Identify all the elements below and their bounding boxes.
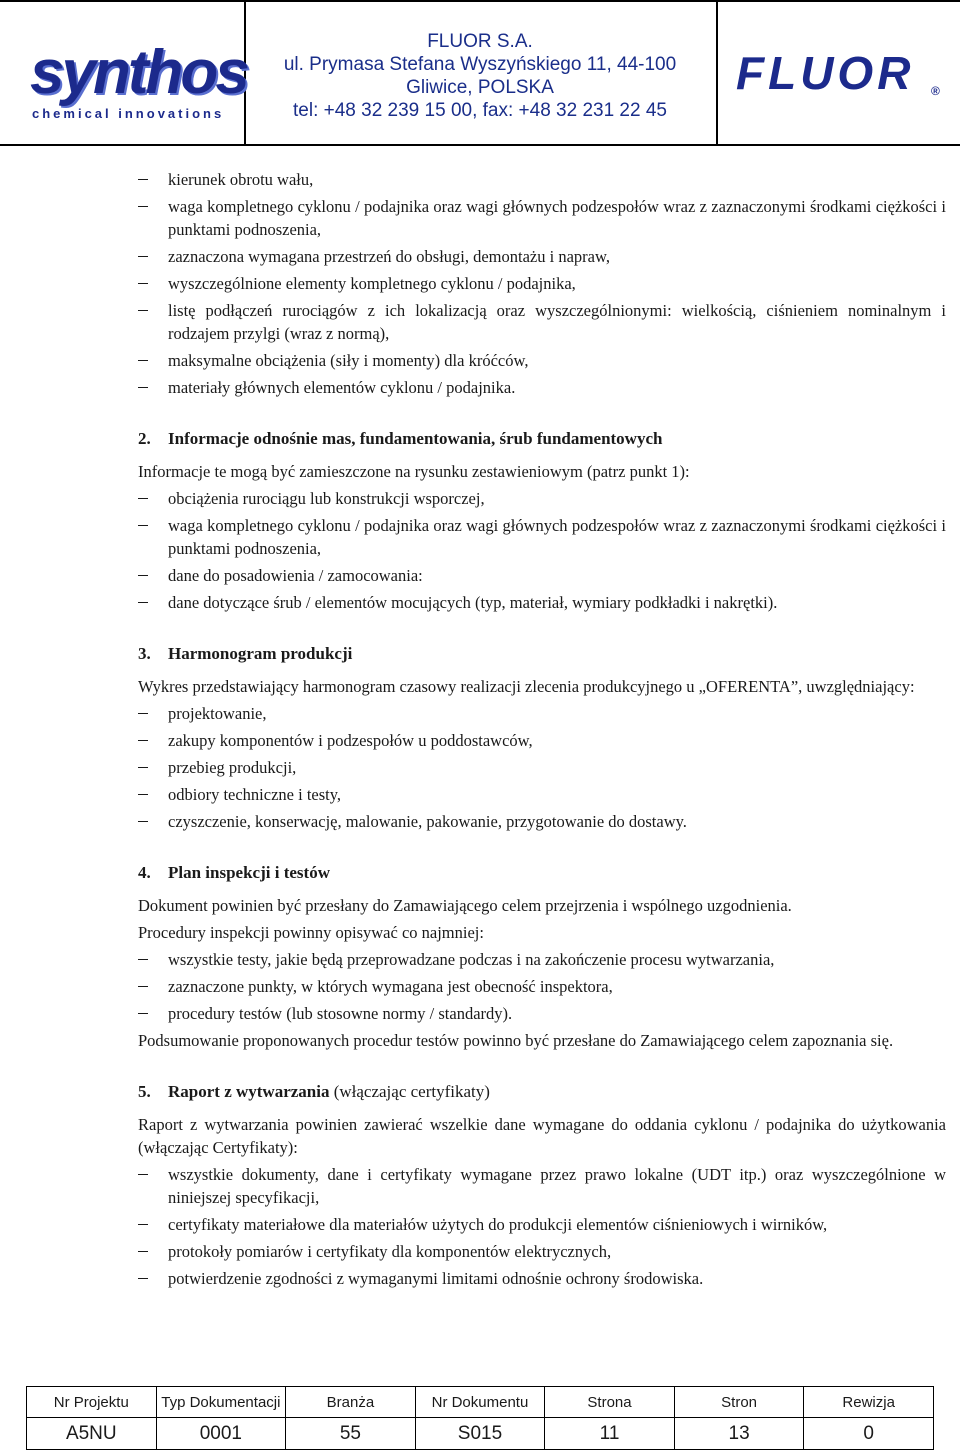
company-name: FLUOR S.A. [427, 31, 533, 52]
list-item: maksymalne obciążenia (siły i momenty) dla króćców, [138, 349, 946, 372]
bullet-list [138, 1163, 946, 1290]
bullet-list [138, 948, 946, 1025]
synthos-logo-tagline: chemical innovations [32, 106, 225, 121]
list-item: kierunek obrotu wału, [138, 168, 946, 191]
section-spacer [138, 1056, 946, 1080]
section-5 [138, 1056, 946, 1290]
fluor-logo [716, 2, 960, 144]
section-spacer [138, 403, 946, 427]
intro-bullet-list [138, 168, 946, 399]
list-item: potwierdzenie zgodności z wymaganymi limitami odnośnie ochrony środowiska. [138, 1267, 946, 1290]
table-header-cell: Typ Dokumentacji [156, 1387, 286, 1418]
list-item: wyszczególnione elementy kompletnego cyklonu / podajnika, [138, 272, 946, 295]
table-value-cell: 0001 [156, 1418, 286, 1450]
section-title: Raport z wytwarzania [168, 1082, 330, 1101]
synthos-logo [0, 2, 246, 144]
synthos-logo-word: synthos [30, 38, 247, 107]
list-item: dane dotyczące śrub / elementów mocujących (typ, materiał, wymiary podkładki i nakrętki). [138, 591, 946, 614]
section-3 [138, 618, 946, 833]
list-item: odbiory techniczne i testy, [138, 783, 946, 806]
list-item: wszystkie testy, jakie będą przeprowadzane podczas i na zakończenie procesu wytwarzania, [138, 948, 946, 971]
section-title: Informacje odnośnie mas, fundamentowania, śrub fundamentowych [168, 429, 663, 448]
list-item: waga kompletnego cyklonu / podajnika oraz wagi głównych podzespołów wraz z zaznaczonymi środkami ciężkości i punktami podnoszenia, [138, 514, 946, 560]
table-header-cell: Stron [674, 1387, 804, 1418]
list-item: przebieg produkcji, [138, 756, 946, 779]
list-item: protokoły pomiarów i certyfikaty dla komponentów elektrycznych, [138, 1240, 946, 1263]
list-item: procedury testów (lub stosowne normy / standardy). [138, 1002, 946, 1025]
list-item: zakupy komponentów i podzespołów u poddostawców, [138, 729, 946, 752]
list-item: wszystkie dokumenty, dane i certyfikaty wymagane przez prawo lokalne (UDT itp.) oraz wyszczególnione w niniejszej specyfikacji, [138, 1163, 946, 1209]
registered-mark: ® [931, 84, 940, 98]
paragraph: Procedury inspekcji powinny opisywać co najmniej: [138, 923, 484, 942]
paragraph: Raport z wytwarzania powinien zawierać wszelkie dane wymagane do oddania cyklonu / podajnika do użytkowania (włączając Certyfikaty): [138, 1115, 946, 1157]
paragraph: Dokument powinien być przesłany do Zamawiającego celem przejrzenia i wspólnego uzgodnienia. [138, 896, 792, 915]
list-item: zaznaczone punkty, w których wymagana jest obecność inspektora, [138, 975, 946, 998]
section-title-suffix: (włączając certyfikaty) [329, 1082, 490, 1101]
document-body [138, 168, 946, 1294]
section-number: 5. [138, 1082, 151, 1101]
sections-container [138, 403, 946, 1290]
section-heading [138, 642, 946, 665]
paragraph: Informacje te mogą być zamieszczone na rysunku zestawieniowym (patrz punkt 1): [138, 462, 690, 481]
table-header-cell: Rewizja [804, 1387, 934, 1418]
list-item: materiały głównych elementów cyklonu / podajnika. [138, 376, 946, 399]
document-info-header-row [27, 1387, 934, 1418]
section-heading [138, 427, 946, 450]
paragraph: Podsumowanie proponowanych procedur testów powinno być przesłane do Zamawiającego celem zapoznania się. [138, 1031, 894, 1050]
section-title: Plan inspekcji i testów [168, 863, 330, 882]
list-item: czyszczenie, konserwację, malowanie, pakowanie, przygotowanie do dostawy. [138, 810, 946, 833]
page-header [0, 0, 960, 146]
section-heading [138, 1080, 946, 1103]
list-item: zaznaczona wymagana przestrzeń do obsługi, demontażu i napraw, [138, 245, 946, 268]
list-item: waga kompletnego cyklonu / podajnika oraz wagi głównych podzespołów wraz z zaznaczonymi środkami ciężkości i punktami podnoszenia, [138, 195, 946, 241]
company-address-block [244, 2, 716, 144]
table-header-cell: Nr Projektu [27, 1387, 157, 1418]
company-city: Gliwice, POLSKA [406, 77, 554, 98]
table-value-cell: S015 [415, 1418, 545, 1450]
section-spacer [138, 618, 946, 642]
section-spacer [138, 837, 946, 861]
list-item: projektowanie, [138, 702, 946, 725]
company-street: ul. Prymasa Stefana Wyszyńskiego 11, 44-100 [283, 54, 677, 75]
bullet-list [138, 702, 946, 833]
paragraph: Wykres przedstawiający harmonogram czasowy realizacji zlecenia produkcyjnego u „OFERENTA”, uwzględniający: [138, 677, 915, 696]
table-value-cell: 55 [286, 1418, 416, 1450]
table-header-cell: Branża [286, 1387, 416, 1418]
table-value-cell: 11 [545, 1418, 675, 1450]
section-heading [138, 861, 946, 884]
table-value-cell: 0 [804, 1418, 934, 1450]
document-info-table [26, 1386, 934, 1450]
list-item: obciążenia rurociągu lub konstrukcji wsporczej, [138, 487, 946, 510]
section-number: 3. [138, 644, 151, 663]
company-phone: tel: +48 32 239 15 00, fax: +48 32 231 22 45 [293, 100, 667, 121]
table-value-cell: 13 [674, 1418, 804, 1450]
table-header-cell: Strona [545, 1387, 675, 1418]
list-item: listę podłączeń rurociągów z ich lokalizacją oraz wyszczególnionymi: wielkością, ciśnieniem nominalnym i rodzajem przylgi (wraz z normą), [138, 299, 946, 345]
section-title: Harmonogram produkcji [168, 644, 353, 663]
section-2 [138, 403, 946, 614]
list-item: dane do posadowienia / zamocowania: [138, 564, 946, 587]
table-value-cell: A5NU [27, 1418, 157, 1450]
section-4 [138, 837, 946, 1052]
table-header-cell: Nr Dokumentu [415, 1387, 545, 1418]
fluor-logo-word: FLUOR [736, 47, 915, 99]
document-info-value-row [27, 1418, 934, 1450]
section-number: 2. [138, 429, 151, 448]
section-number: 4. [138, 863, 151, 882]
list-item: certyfikaty materiałowe dla materiałów użytych do produkcji elementów ciśnieniowych i wirników, [138, 1213, 946, 1236]
bullet-list [138, 487, 946, 614]
